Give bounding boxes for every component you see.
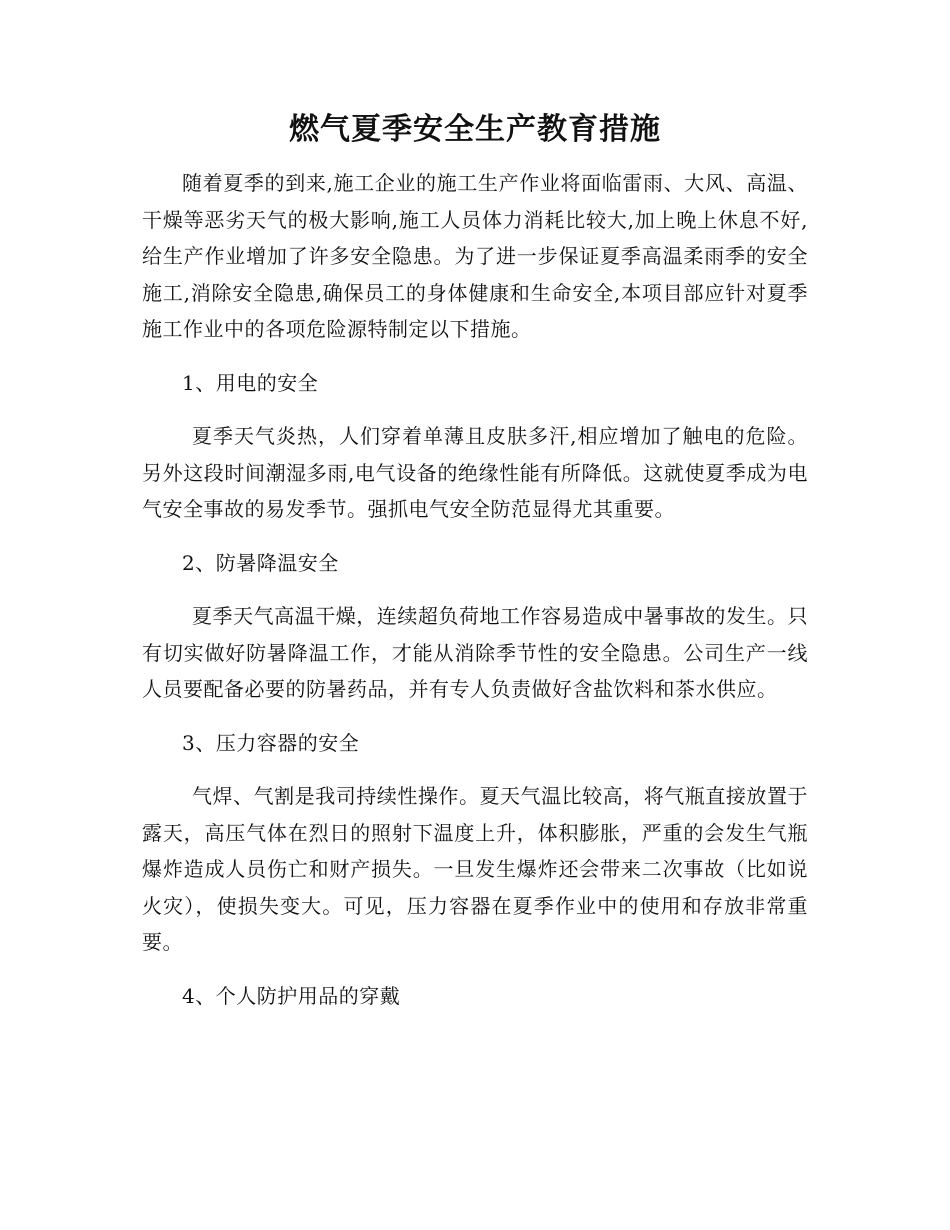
section-text-electricity: 夏季天气炎热，人们穿着单薄且皮肤多汗,相应增加了触电的危险。另外这段时间潮湿多雨,电气设备的绝缘性能有所降低。这就使夏季成为电气安全事故的易发季节。强抓电气安全防范显得尤其重要。 [142,424,808,521]
document-body [142,165,808,1014]
section-text-pressure-vessel: 气焊、气割是我司持续性操作。夏天气温比较高，将气瓶直接放置于露天，高压气体在烈日的照射下温度上升，体积膨胀，严重的会发生气瓶爆炸造成人员伤亡和财产损失。一旦发生爆炸还会带来二次事故（比如说火灾），使损失变大。可见，压力容器在夏季作业中的使用和存放非常重要。 [142,784,808,954]
intro-paragraph: 随着夏季的到来,施工企业的施工生产作业将面临雷雨、大风、高温、干燥等恶劣天气的极大影响,施工人员体力消耗比较大,加上晚上休息不好,给生产作业增加了许多安全隐患。为了进一步保证夏季高温柔雨季的安全施工,消除安全隐患,确保员工的身体健康和生命安全,本项目部应针对夏季施工作业中的各项危险源特制定以下措施。 [142,171,808,341]
document-title: 燃气夏季安全生产教育措施 [289,112,661,147]
section-heading-electricity: 1、用电的安全 [182,370,319,395]
section-text-heatstroke: 夏季天气高温干燥，连续超负荷地工作容易造成中暑事故的发生。只有切实做好防暑降温工作，才能从消除季节性的安全隐患。公司生产一线人员要配备必要的防暑药品，并有专人负责做好含盐饮料和茶水供应。 [142,604,808,701]
section-heading-heatstroke: 2、防暑降温安全 [182,550,339,575]
section-heading-protective-gear: 4、个人防护用品的穿戴 [182,983,401,1008]
section-heading-pressure-vessel: 3、压力容器的安全 [182,730,360,755]
